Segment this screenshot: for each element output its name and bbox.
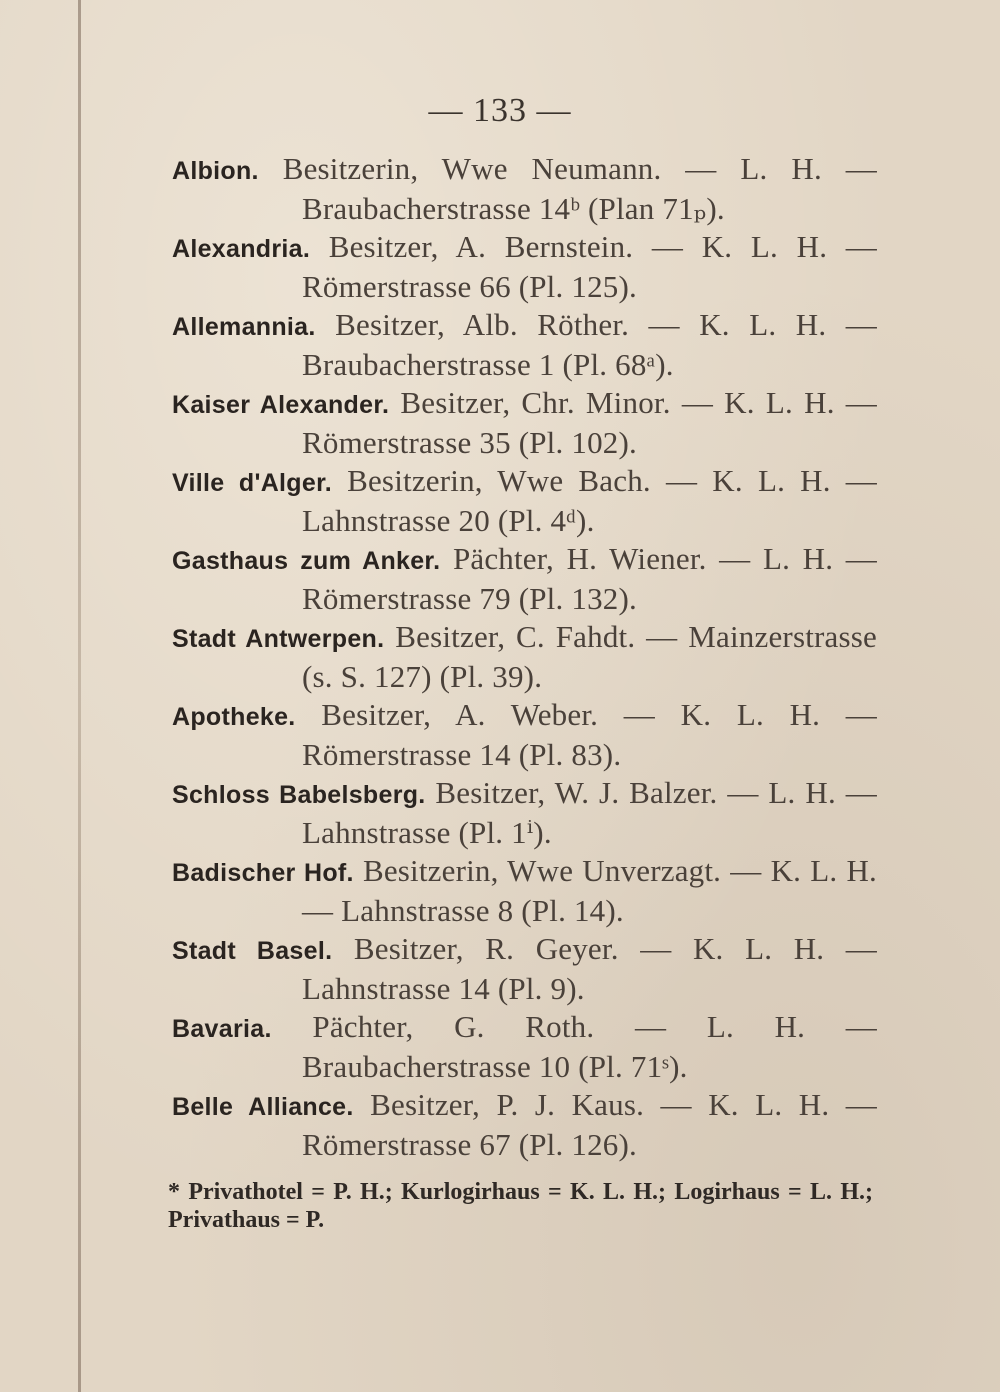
entry-name: Albion. [172, 157, 259, 185]
list-item [172, 150, 877, 228]
entry-description: Besitzerin, Wwe Neumann. — L. H. — Braubacherstrasse 14ᵇ (Plan 71ₚ). [282, 151, 877, 226]
entry-name: Apotheke. [172, 703, 296, 731]
footnote: * Privathotel = P. H.; Kurlogirhaus = K. L. H.; Logirhaus = L. H.; Privathaus = P. [168, 1179, 873, 1233]
entry-description: Besitzerin, Wwe Unverzagt. — K. L. H. — Lahnstrasse 8 (Pl. 14). [302, 853, 877, 928]
list-item [172, 696, 877, 774]
entry-name: Badischer Hof. [172, 859, 354, 887]
entry-name: Allemannia. [172, 313, 316, 341]
entry-name: Bavaria. [172, 1015, 272, 1043]
list-item [172, 540, 877, 618]
entry-description: Besitzer, W. J. Balzer. — L. H. — Lahnstrasse (Pl. 1ⁱ). [302, 775, 877, 850]
entry-description: Besitzer, R. Geyer. — K. L. H. — Lahnstrasse 14 (Pl. 9). [302, 931, 877, 1006]
hotel-list [172, 150, 877, 1164]
entry-description: Besitzer, A. Bernstein. — K. L. H. — Römerstrasse 66 (Pl. 125). [302, 229, 877, 304]
entry-name: Gasthaus zum Anker. [172, 547, 441, 575]
list-item [172, 618, 877, 696]
list-item [172, 774, 877, 852]
entry-description: Besitzer, C. Fahdt. — Mainzerstrasse (s. S. 127) (Pl. 39). [302, 619, 877, 694]
entry-description: Pächter, H. Wiener. — L. H. — Römerstrasse 79 (Pl. 132). [302, 541, 877, 616]
entry-name: Stadt Basel. [172, 937, 333, 965]
list-item [172, 462, 877, 540]
entry-name: Belle Alliance. [172, 1093, 354, 1121]
entry-description: Besitzerin, Wwe Bach. — K. L. H. — Lahnstrasse 20 (Pl. 4ᵈ). [302, 463, 878, 538]
entry-description: Besitzer, Chr. Minor. — K. L. H. — Römerstrasse 35 (Pl. 102). [302, 385, 878, 460]
entry-name: Schloss Babelsberg. [172, 781, 426, 809]
list-item [172, 384, 877, 462]
entry-description: Pächter, G. Roth. — L. H. — Braubacherstrasse 10 (Pl. 71ˢ). [302, 1009, 877, 1084]
entry-name: Stadt Antwerpen. [172, 625, 385, 653]
list-item [172, 228, 877, 306]
entry-description: Besitzer, P. J. Kaus. — K. L. H. — Römerstrasse 67 (Pl. 126). [302, 1087, 877, 1162]
entry-description: Besitzer, A. Weber. — K. L. H. — Römerstrasse 14 (Pl. 83). [302, 697, 877, 772]
entry-name: Alexandria. [172, 235, 311, 263]
list-item [172, 930, 877, 1008]
binding-edge [78, 0, 81, 1392]
list-item [172, 852, 877, 930]
entry-name: Ville d'Alger. [172, 469, 332, 497]
list-item [172, 1086, 877, 1164]
entry-name: Kaiser Alexander. [172, 391, 390, 419]
entry-description: Besitzer, Alb. Röther. — K. L. H. — Braubacherstrasse 1 (Pl. 68ᵃ). [302, 307, 877, 382]
list-item [172, 306, 877, 384]
page-number: — 133 — [428, 92, 572, 129]
list-item [172, 1008, 877, 1086]
